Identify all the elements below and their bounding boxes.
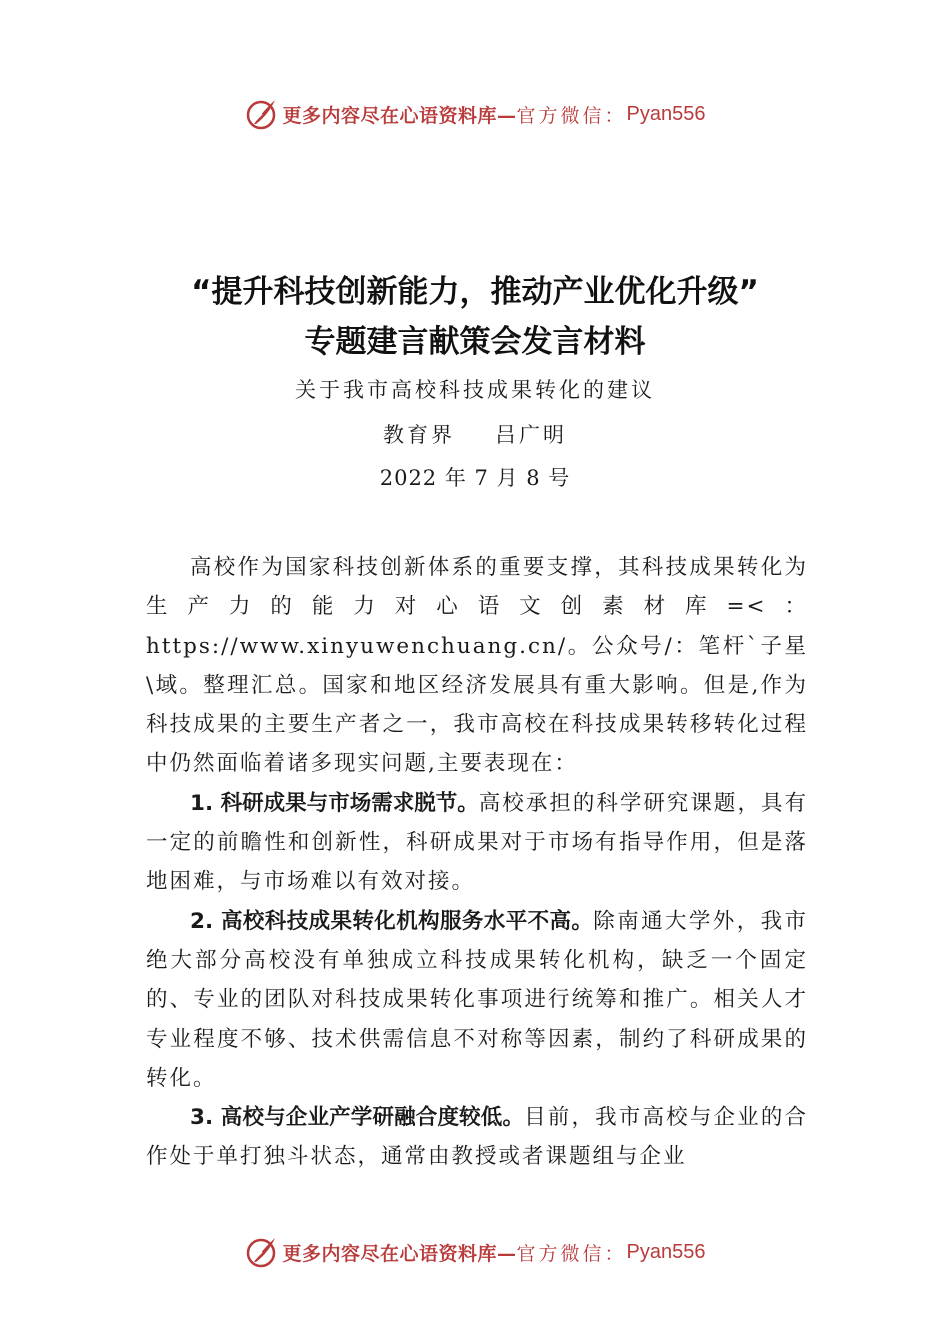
- quill-logo-icon: [245, 1235, 279, 1269]
- point-2-paragraph: [146, 902, 808, 1098]
- document-subtitle: 关于我市高校科技成果转化的建议: [295, 378, 655, 402]
- banner-suffix: 官方微信：: [516, 1242, 627, 1265]
- author-line: [0, 419, 950, 449]
- point-3-paragraph: [146, 1098, 808, 1177]
- header-watermark-banner: [0, 94, 950, 134]
- document-body: [146, 548, 808, 1177]
- document-title-line-2: 专题建言献策会发言材料: [304, 324, 646, 360]
- point-1-paragraph: [146, 784, 808, 902]
- banner-wechat-id: Pyan556: [626, 1240, 706, 1263]
- author-sector: 教育界: [383, 423, 455, 447]
- intro-paragraph: 高校作为国家科技创新体系的重要支撑，其科技成果转化为生产力的能力对心语文创素材库=<：https://www.xinyuwenchuang.cn/。公众号/：笔杆`子星\域。整理汇总。国家和地区经济发展具有重大影响。但是,作为科技成果的主要生产者之一，我市高校在科技成果转移转化过程中仍然面临着诸多现实问题,主要表现在：: [146, 555, 808, 777]
- point-2-heading: 2. 高校科技成果转化机构服务水平不高。: [190, 908, 594, 934]
- banner-wechat-id: Pyan556: [626, 102, 706, 125]
- point-1-text: 高校承担的科学研究课题，具有一定的前瞻性和创新性，科研成果对于市场有指导作用，但是落地困难，与市场难以有效对接。: [146, 790, 808, 895]
- document-title-line-1: “提升科技创新能力，推动产业优化升级”: [191, 274, 759, 310]
- author-name: 吕广明: [495, 423, 567, 447]
- document-date: 2022 年 7 月 8 号: [379, 466, 571, 490]
- footer-watermark-banner: [0, 1232, 950, 1272]
- point-3-text: 目前，我市高校与企业的合作处于单打独斗状态，通常由教授或者课题组与企业: [146, 1105, 808, 1170]
- banner-text: 更多内容尽在心语资料库—: [282, 1242, 517, 1265]
- banner-text: 更多内容尽在心语资料库—: [282, 104, 517, 127]
- point-3-heading: 3. 高校与企业产学研融合度较低。: [190, 1105, 525, 1131]
- point-1-heading: 1. 科研成果与市场需求脱节。: [190, 790, 479, 816]
- quill-logo-icon: [245, 97, 279, 131]
- banner-suffix: 官方微信：: [516, 104, 627, 127]
- point-2-text: 除南通大学外，我市绝大部分高校没有单独成立科技成果转化机构，缺乏一个固定的、专业的团队对科技成果转化事项进行统筹和推广。相关人才专业程度不够、技术供需信息不对称等因素，制约了科研成果的转化。: [146, 908, 808, 1091]
